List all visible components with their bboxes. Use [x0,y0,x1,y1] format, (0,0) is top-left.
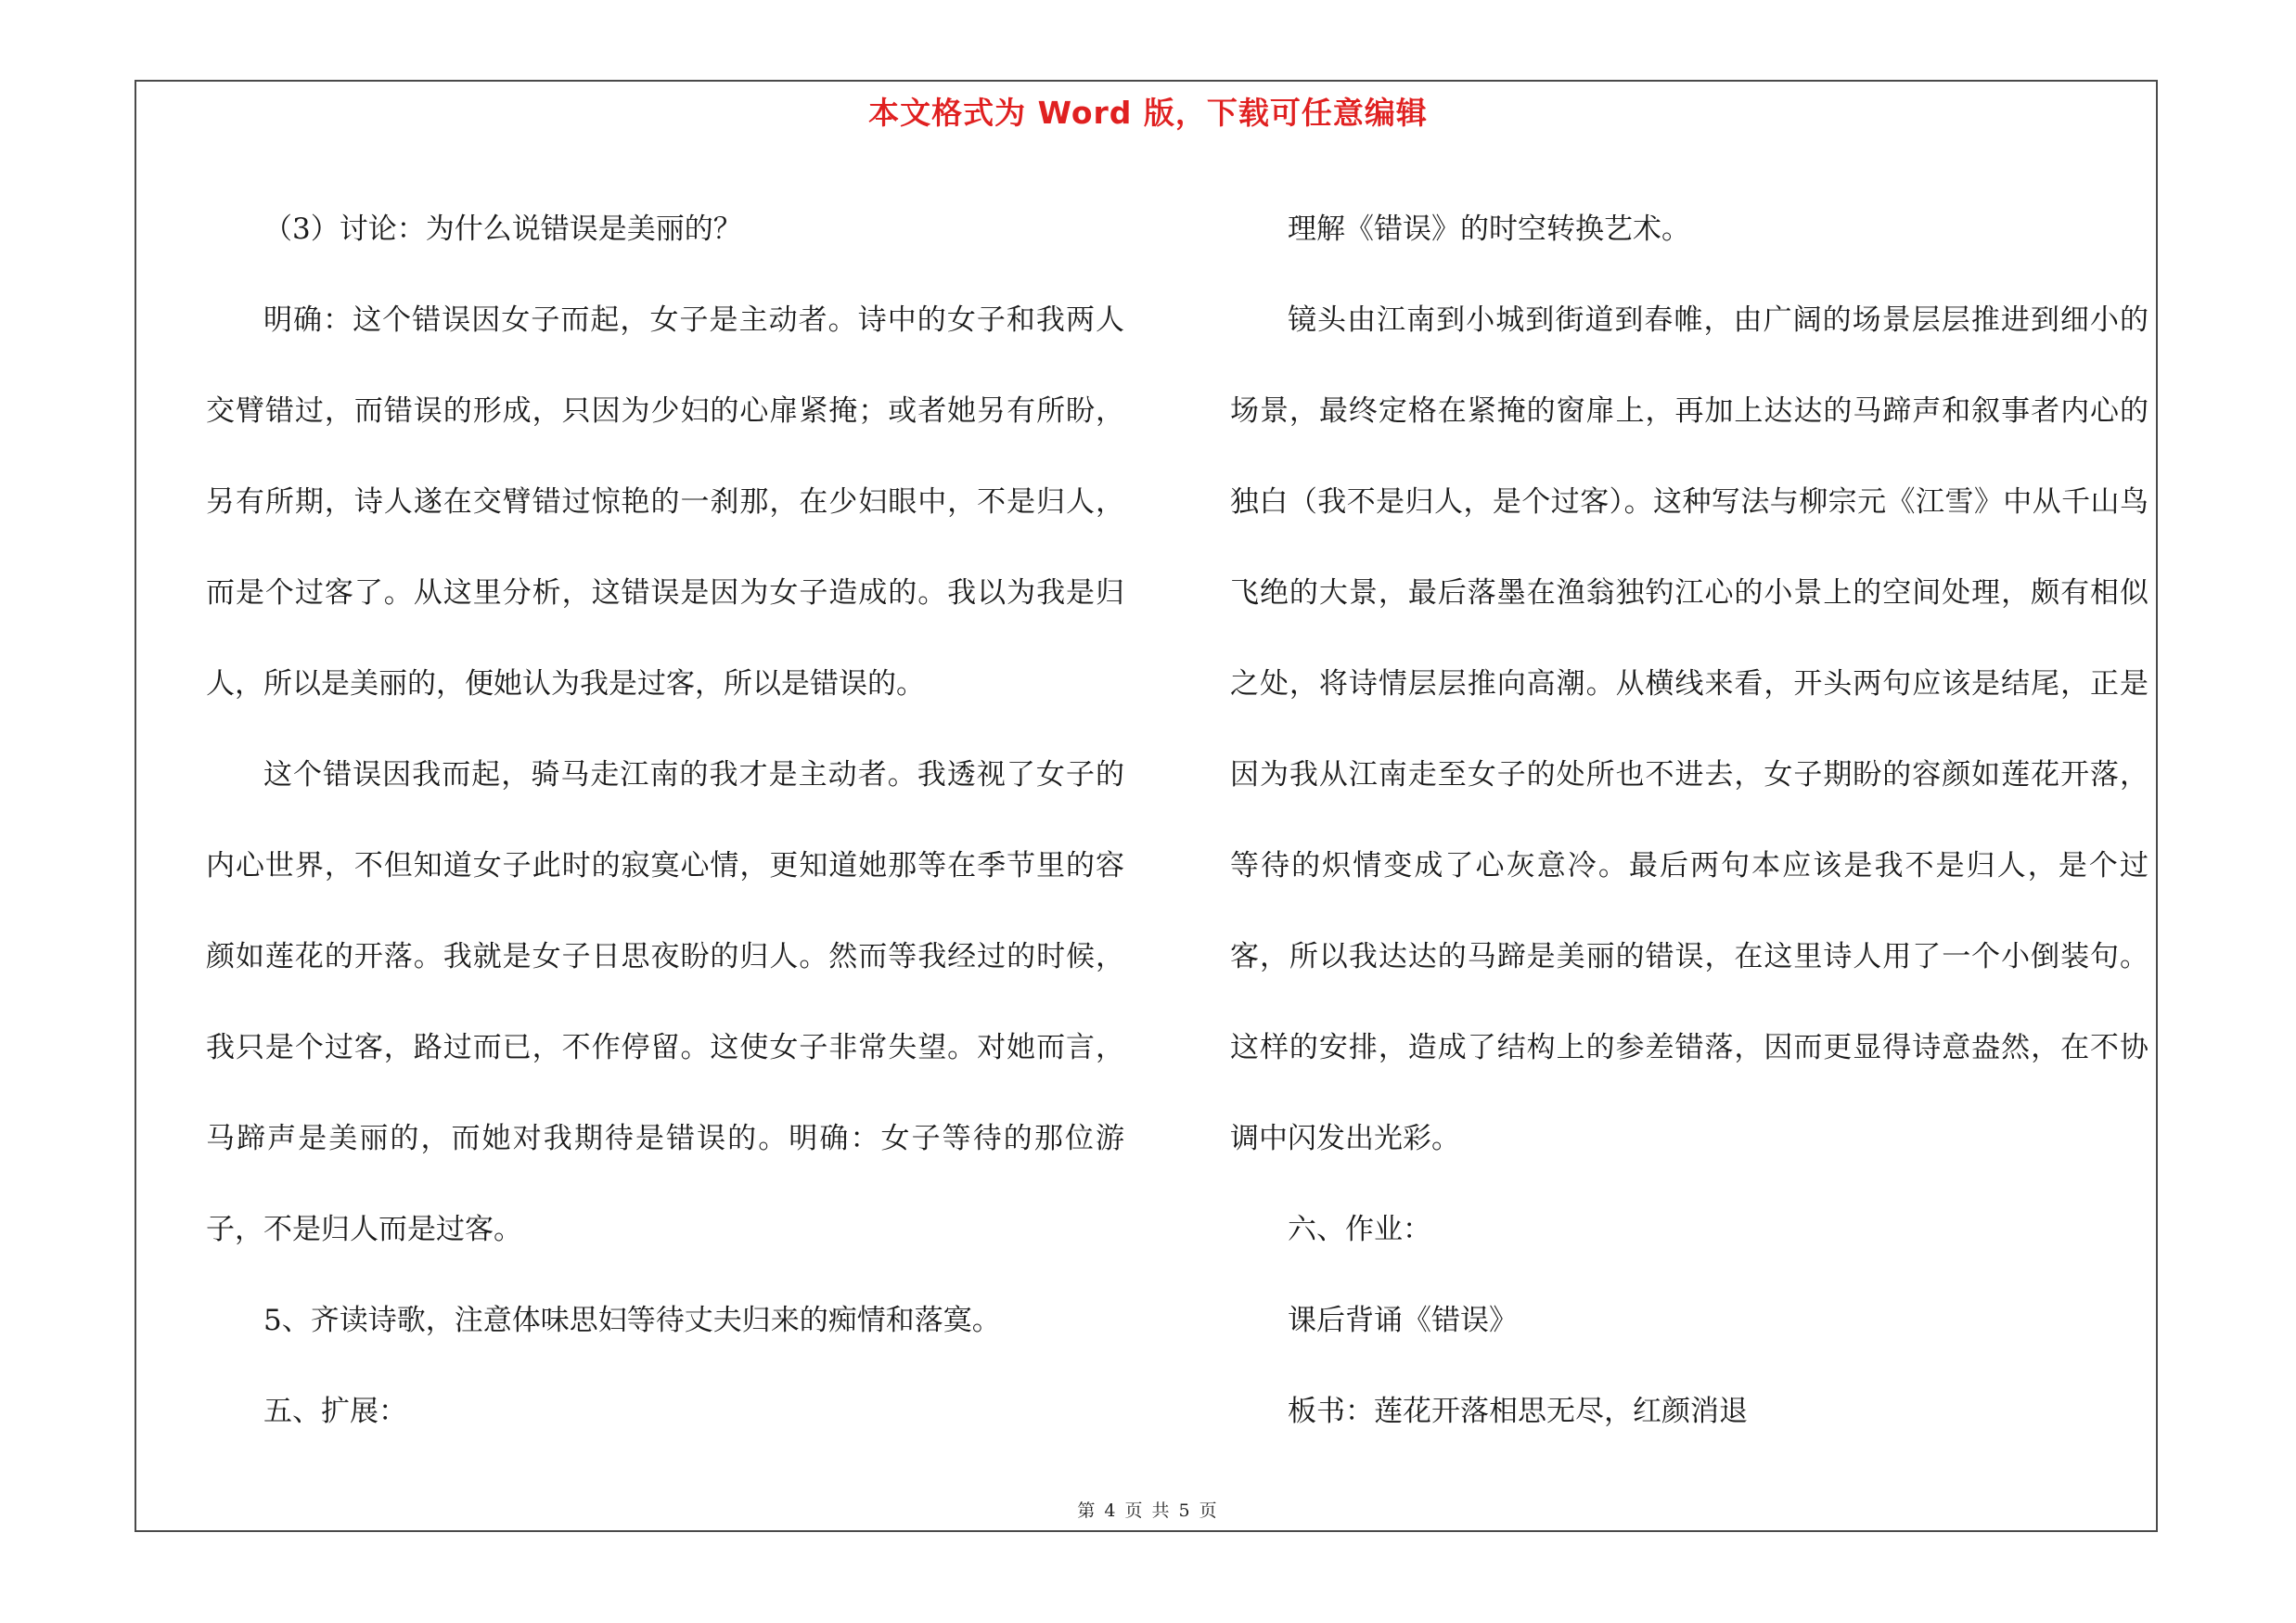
paragraph-homework-recite: 课后背诵《错误》 [1288,1304,1518,1337]
paragraph-clarification-woman: 明确：这个错误因女子而起，女子是主动者。诗中的女子和我两人交臂错过，而错误的形成，只因为少妇的心扉紧掩；或者她另有所盼，另有所期，诗人遂在交臂错过惊艳的一刹那，在少妇眼中，不是归人，而是个过客了。从这里分析，这错误是因为女子造成的。我以为我是归人，所以是美丽的，便她认为我是过客，所以是错误的。 [206,303,1124,701]
section-heading-extension: 五、扩展： [263,1395,407,1428]
page-number-footer: 第 4 页 共 5 页 [1077,1501,1219,1521]
format-banner: 本文格式为 Word 版，下载可任意编辑 [868,95,1428,131]
paragraph-read-aloud: 5、齐读诗歌，注意体味思妇等待丈夫归来的痴情和落寞。 [263,1304,1001,1337]
paragraph-clarification-traveler: 这个错误因我而起，骑马走江南的我才是主动者。我透视了女子的内心世界，不但知道女子此时的寂寞心情，更知道她那等在季节里的容颜如莲花的开落。我就是女子日思夜盼的归人。然而等我经过的时候，我只是个过客，路过而已，不作停留。这使女子非常失望。对她而言，马蹄声是美丽的，而她对我期待是错误的。明确：女子等待的那位游子，不是归人而是过客。 [206,758,1124,1246]
paragraph-time-space-art: 理解《错误》的时空转换艺术。 [1288,213,1690,246]
left-column [206,184,1124,1457]
paragraph-camera-analysis: 镜头由江南到小城到街道到春帷，由广阔的场景层层推进到细小的场景，最终定格在紧掩的窗扉上，再加上达达的马蹄声和叙事者内心的独白（我不是归人，是个过客）。这种写法与柳宗元《江雪》中从千山鸟飞绝的大景，最后落墨在渔翁独钓江心的小景上的空间处理，颇有相似之处，将诗情层层推向高潮。从横线来看，开头两句应该是结尾，正是因为我从江南走至女子的处所也不进去，女子期盼的容颜如莲花开落，等待的炽情变成了心灰意冷。最后两句本应该是我不是归人，是个过客，所以我达达的马蹄是美丽的错误，在这里诗人用了一个小倒装句。这样的安排，造成了结构上的参差错落，因而更显得诗意盎然，在不协调中闪发出光彩。 [1230,303,2148,1155]
section-heading-homework: 六、作业： [1288,1213,1431,1246]
paragraph-discussion-question: （3）讨论：为什么说错误是美丽的？ [263,213,742,246]
right-column [1230,184,2148,1457]
paragraph-blackboard-notes: 板书：莲花开落相思无尽，红颜消退 [1288,1395,1748,1428]
